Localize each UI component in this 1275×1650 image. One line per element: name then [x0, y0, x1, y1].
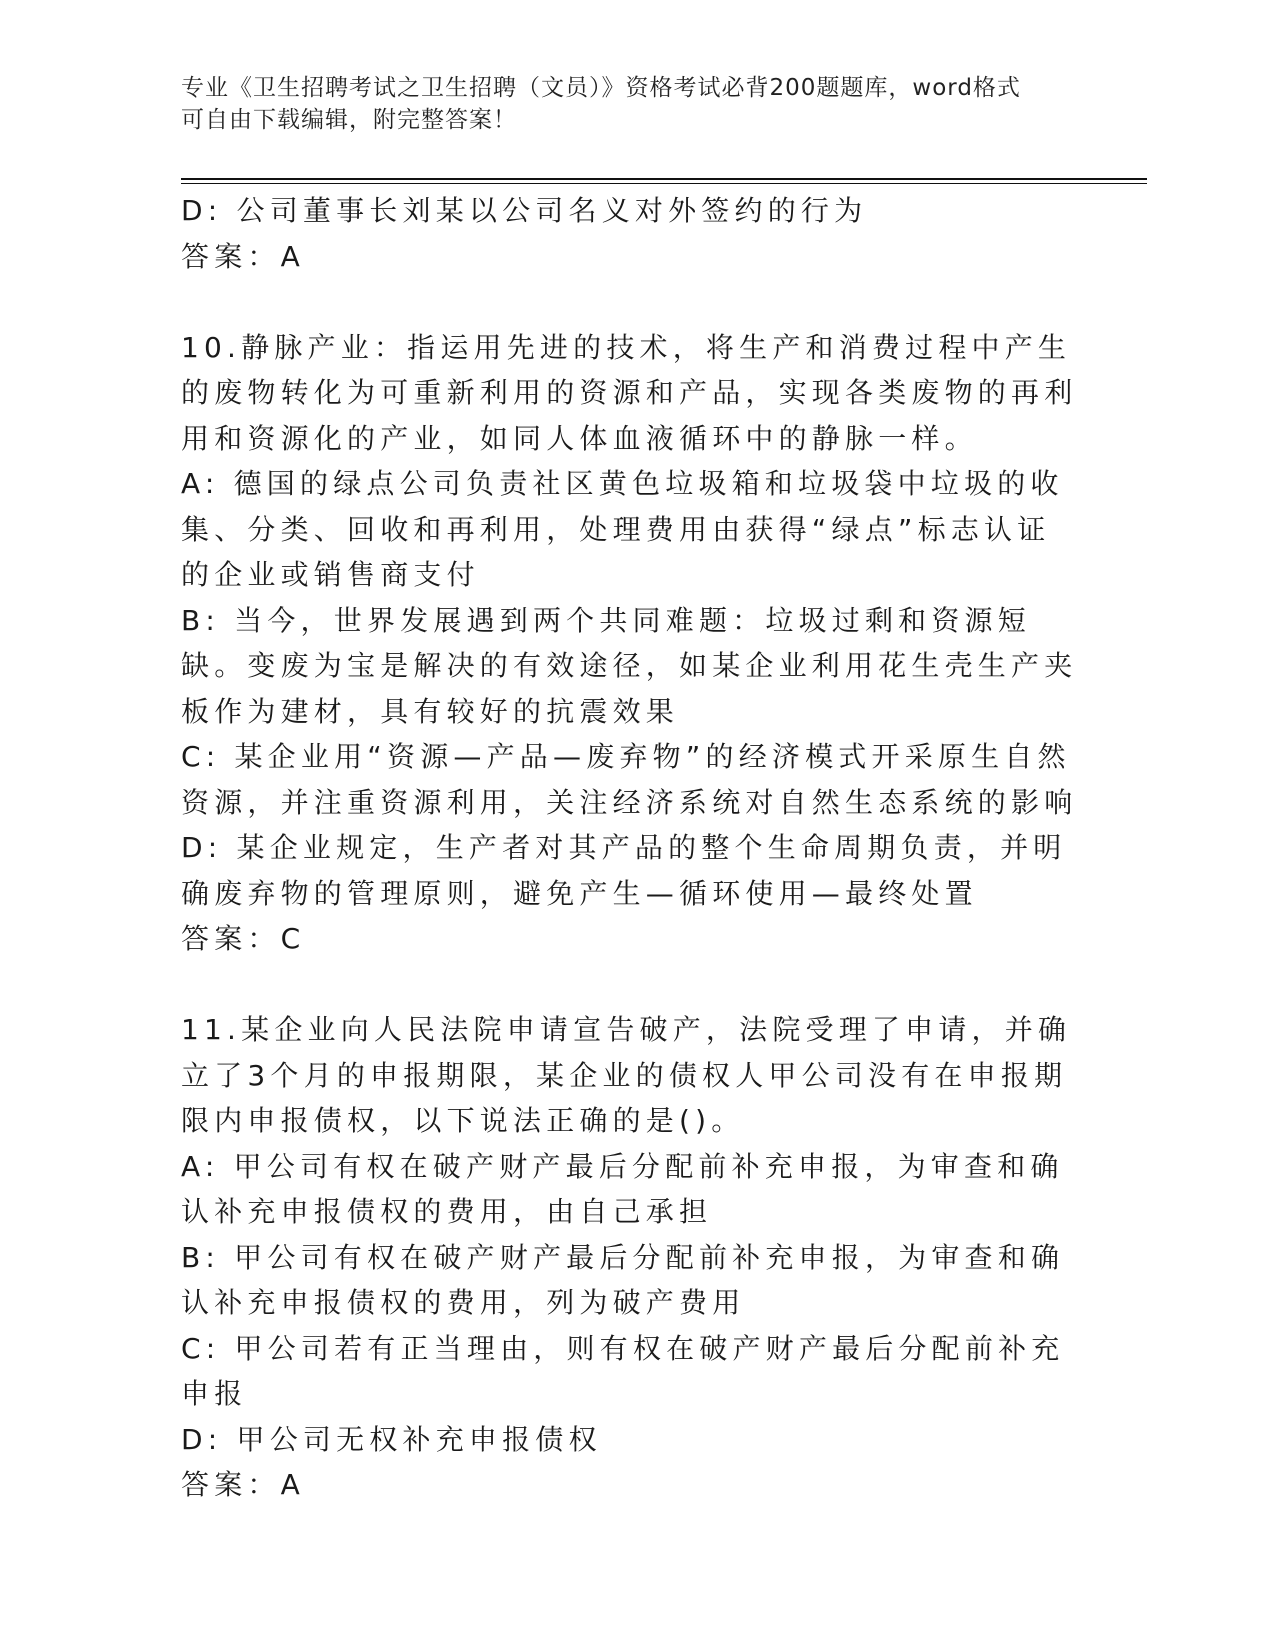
q11-option-b: B: 甲公司有权在破产财产最后分配前补充申报，为审查和确认补充申报债权的费用，列为破产费用 [181, 1240, 1065, 1319]
q10-option-b: B: 当今，世界发展遇到两个共同难题：垃圾过剩和资源短缺。变废为宝是解决的有效途径，如某企业利用花生壳生产夹板作为建材，具有较好的抗震效果 [181, 603, 1078, 728]
prev-question-option-d: D: 公司董事长刘某以公司名义对外签约的行为 [181, 194, 868, 227]
header-title-line-2: 可自由下载编辑，附完整答案！ [181, 107, 517, 133]
q10-option-d: D: 某企业规定，生产者对其产品的整个生命周期负责，并明确废弃物的管理原则，避免产生—循环使用—最终处置 [181, 831, 1067, 910]
q11-answer: 答案：A [181, 1468, 305, 1501]
header-title-line-1: 专业《卫生招聘考试之卫生招聘（文员）》资格考试必背200题题库，word格式 [181, 75, 1021, 101]
q10-option-a: A: 德国的绿点公司负责社区黄色垃圾箱和垃圾袋中垃圾的收集、分类、回收和再利用，处理费用由获得“绿点”标志认证的企业或销售商支付 [181, 467, 1064, 591]
prev-question-answer: 答案：A [181, 239, 305, 273]
spacer [181, 279, 1081, 325]
question-content [181, 188, 1081, 1508]
q11-option-a: A: 甲公司有权在破产财产最后分配前补充申报，为审查和确认补充申报债权的费用，由自己承担 [181, 1149, 1064, 1228]
q10-stem: 10.静脉产业：指运用先进的技术，将生产和消费过程中产生的废物转化为可重新利用的资源和产品，实现各类废物的再利用和资源化的产业，如同人体血液循环中的静脉一样。 [181, 330, 1078, 455]
q11-stem: 11.某企业向人民法院申请宣告破产，法院受理了申请，并确立了3个月的申报期限，某企业的债权人甲公司没有在申报期限内申报债权，以下说法正确的是()。 [181, 1013, 1072, 1137]
q11-option-c: C: 甲公司若有正当理由，则有权在破产财产最后分配前补充申报 [181, 1331, 1065, 1410]
q11-option-d: D: 甲公司无权补充申报债权 [181, 1422, 602, 1456]
spacer [181, 962, 1081, 1008]
q10-answer: 答案：C [181, 922, 306, 955]
q10-option-c: C: 某企业用“资源—产品—废弃物”的经济模式开采原生自然资源，并注重资源利用，关注经济系统对自然生态系统的影响 [181, 740, 1078, 819]
header-divider-thick [181, 178, 1147, 180]
document-header [181, 72, 1061, 136]
header-divider-thin [181, 183, 1147, 184]
